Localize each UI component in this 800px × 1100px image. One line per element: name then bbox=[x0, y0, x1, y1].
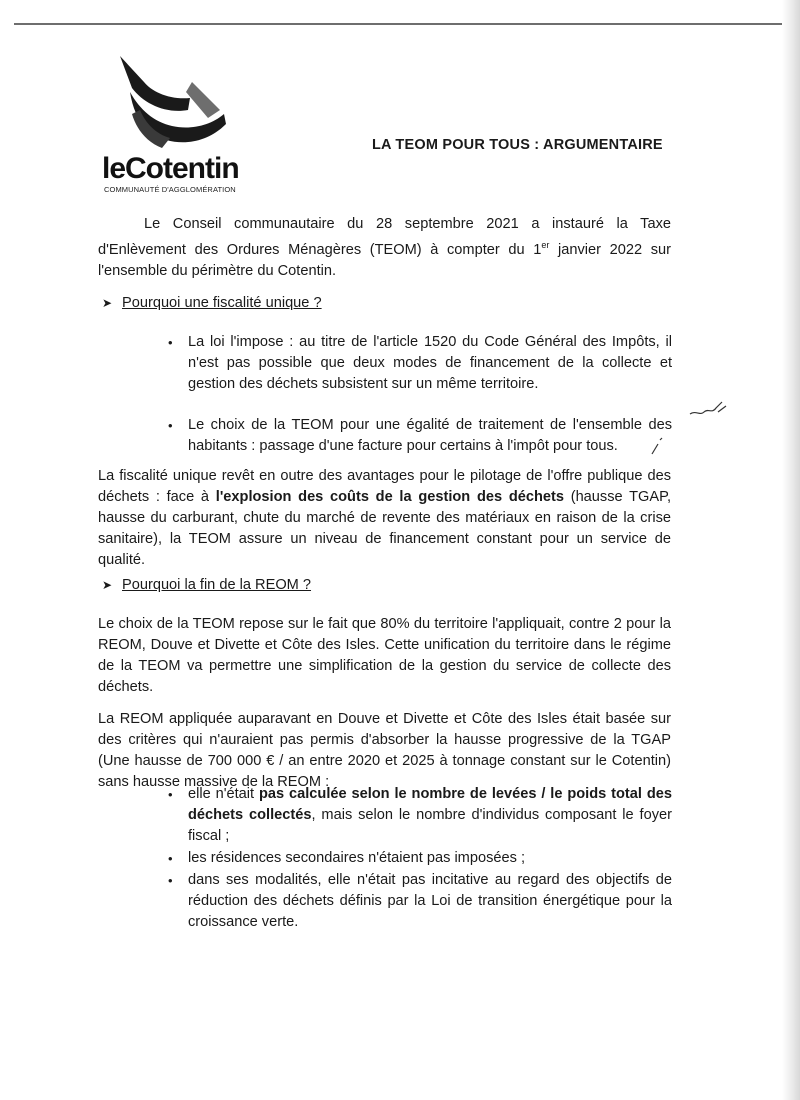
logo-tagline: COMMUNAUTÉ D'AGGLOMÉRATION bbox=[104, 185, 236, 194]
paragraph-reom: La REOM appliquée auparavant en Douve et Divette et Côte des Isles était basée sur des critères qui n'auraient pas permis d'absorber la hausse progressive de la TGAP (Une hausse de 700 000 € / an entre 2020 et 2025 à tonnage constant sur le Cotentin) sans hausse massive de la REOM : bbox=[98, 711, 671, 790]
scan-right-edge bbox=[782, 0, 800, 1100]
handwritten-mark-icon bbox=[688, 398, 732, 428]
handwritten-mark-icon bbox=[648, 436, 668, 458]
list-item bbox=[166, 784, 672, 847]
arrow-bullet-icon: ➤ bbox=[102, 578, 113, 592]
intro-text: Le Conseil communautaire du 28 septembre 2021 a instauré la Taxe d'Enlèvement des Ordures Ménagères (TEOM) à compter du 1er janvier 2022 sur l'ensemble du périmètre du Cotentin. bbox=[98, 216, 671, 279]
logo bbox=[96, 52, 239, 197]
bullet-list-2 bbox=[166, 784, 672, 934]
scan-top-line bbox=[14, 23, 794, 25]
bold-text: l'explosion des coûts de la gestion des déchets bbox=[215, 489, 564, 505]
section-heading-text: Pourquoi une fiscalité unique ? bbox=[122, 295, 322, 311]
list-item-text: , mais selon le nombre d'individus composant le foyer fiscal ; bbox=[188, 807, 672, 844]
section-heading-2 bbox=[102, 575, 311, 596]
section-heading-text: Pourquoi la fin de la REOM ? bbox=[122, 577, 312, 593]
bullet-list-1 bbox=[166, 332, 672, 477]
list-item: • dans ses modalités, elle n'était pas incitative au regard des objectifs de réduction des déchets définis par la Loi de transition énergétique pour la croissance verte. bbox=[166, 870, 672, 933]
arrow-bullet-icon: ➤ bbox=[102, 296, 113, 310]
logo-mark-icon bbox=[110, 52, 230, 152]
list-item: • Le choix de la TEOM pour une égalité de traitement de l'ensemble des habitants : passage d'une facture pour certains à l'impôt pour tous. bbox=[166, 415, 672, 457]
logo-wordmark: leCotentin bbox=[102, 152, 239, 185]
bold-text: pas calculée selon le nombre de levées / le poids total des déchets collectés bbox=[188, 786, 672, 823]
intro-paragraph bbox=[98, 214, 671, 282]
paragraph-text: La fiscalité unique revêt en outre des avantages pour le pilotage de l'offre publique des déchets : face à bbox=[98, 468, 671, 505]
paragraph-teom-choice: Le choix de la TEOM repose sur le fait que 80% du territoire l'appliquait, contre 2 pour la REOM, Douve et Divette et Côte des Isles. Cette unification du territoire dans le régime de la TEOM va permettre une simplification de la gestion du service de collecte des déchets. bbox=[98, 616, 671, 695]
paragraph-text: (hausse TGAP, hausse du carburant, chute du marché de revente des matériaux en raison de la crise sanitaire), la TEOM assure un niveau de financement constant pour un service de qualité. bbox=[98, 489, 671, 568]
list-item: • les résidences secondaires n'étaient pas imposées ; bbox=[166, 848, 672, 869]
document-title: LA TEOM POUR TOUS : ARGUMENTAIRE bbox=[372, 137, 663, 153]
section-heading-1 bbox=[102, 293, 322, 314]
paragraph-fiscalite bbox=[98, 466, 671, 571]
list-item-text: elle n'était bbox=[188, 786, 259, 802]
list-item: • La loi l'impose : au titre de l'article 1520 du Code Général des Impôts, il n'est pas possible que deux modes de financement de la collecte et gestion des déchets subsistent sur un même territoire. bbox=[166, 332, 672, 395]
